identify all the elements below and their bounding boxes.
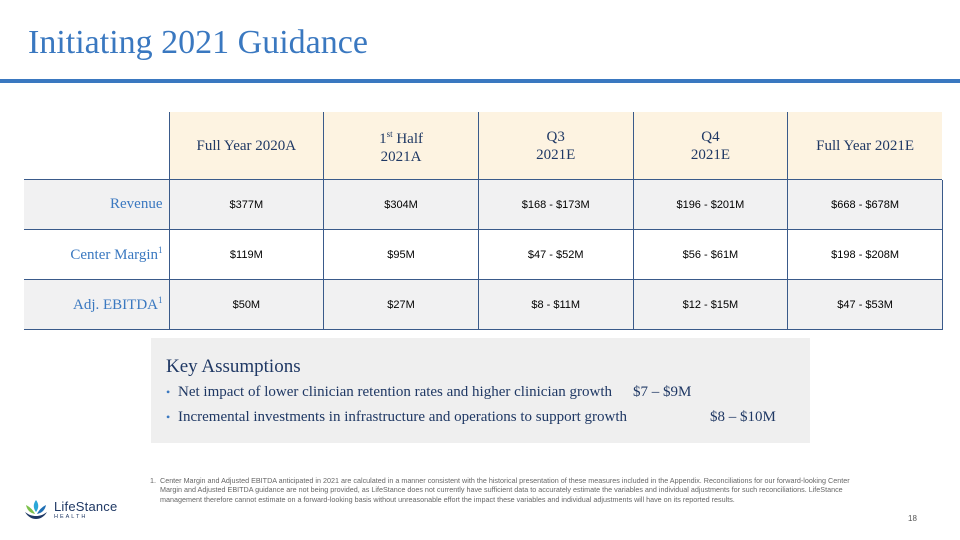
table-cell: $47 - $53M — [788, 280, 943, 330]
table-cell: $56 - $61M — [633, 230, 788, 280]
assumption-value: $7 – $9M — [633, 384, 692, 400]
table-cell: $119M — [169, 230, 324, 280]
logo-wordmark: LifeStance — [54, 499, 118, 514]
bullet-icon: • — [166, 410, 171, 424]
bullet-icon: • — [166, 385, 171, 399]
table-cell: $47 - $52M — [478, 230, 633, 280]
key-assumptions-title: Key Assumptions — [166, 356, 301, 377]
footnote-number: 1. — [150, 476, 156, 485]
table-row-adj-ebitda — [24, 280, 943, 330]
table-cell: $168 - $173M — [478, 180, 633, 230]
assumption-text: Incremental investments in infrastructure and operations to support growth — [178, 409, 628, 425]
row-label-revenue: Revenue — [24, 180, 169, 230]
column-header-h1-2021a: 1st Half 2021A — [324, 112, 479, 180]
table-cell: $8 - $11M — [478, 280, 633, 330]
table-cell: $198 - $208M — [788, 230, 943, 280]
lifestance-leaf-icon — [22, 496, 50, 524]
row-label-center-margin: Center Margin$^1$ — [24, 230, 169, 280]
assumption-item — [166, 409, 786, 429]
table-cell: $196 - $201M — [633, 180, 788, 230]
column-header-fy2021e: Full Year 2021E — [788, 112, 943, 180]
page-number: 18 — [908, 514, 917, 523]
footnote — [150, 476, 862, 504]
column-header-q3-2021e: Q3 2021E — [478, 112, 633, 180]
table-cell: $377M — [169, 180, 324, 230]
row-label-adj-ebitda: Adj. EBITDA$^1$ — [24, 280, 169, 330]
key-assumptions-box — [151, 338, 810, 443]
guidance-table — [24, 112, 943, 330]
table-row-center-margin — [24, 230, 943, 280]
logo-subtitle: HEALTH — [54, 514, 88, 520]
assumption-text: Net impact of lower clinician retention rates and higher clinician growth — [178, 384, 613, 400]
table-cell: $304M — [324, 180, 479, 230]
assumption-item — [166, 384, 786, 404]
table-cell: $12 - $15M — [633, 280, 788, 330]
table-header-row — [24, 112, 943, 180]
footnote-text: Center Margin and Adjusted EBITDA anticipated in 2021 are calculated in a manner consistent with the historical presentation of these measures included in the Appendix. Reconciliations for our forward-looking Center Margin and Adjusted EBITDA guidance are not being provided, as LifeStance does not currently have sufficient data to accurately estimate the variables and individual adjustments for such reconciliations. LifeStance management therefore cannot estimate on a forward-looking basis without unreasonable effort the impact these variables and individual adjustments will have on its reported results. — [160, 476, 850, 504]
table-cell: $95M — [324, 230, 479, 280]
company-logo — [22, 494, 132, 526]
table-cell: $668 - $678M — [788, 180, 943, 230]
table-cell: $50M — [169, 280, 324, 330]
table-cell: $27M — [324, 280, 479, 330]
page-title: Initiating 2021 Guidance — [28, 24, 368, 61]
assumption-value: $8 – $10M — [710, 409, 776, 425]
column-header-fy2020a: Full Year 2020A — [169, 112, 324, 180]
title-divider — [0, 79, 960, 83]
table-row-revenue — [24, 180, 943, 230]
column-header-q4-2021e: Q4 2021E — [633, 112, 788, 180]
table-corner-cell — [24, 112, 169, 180]
